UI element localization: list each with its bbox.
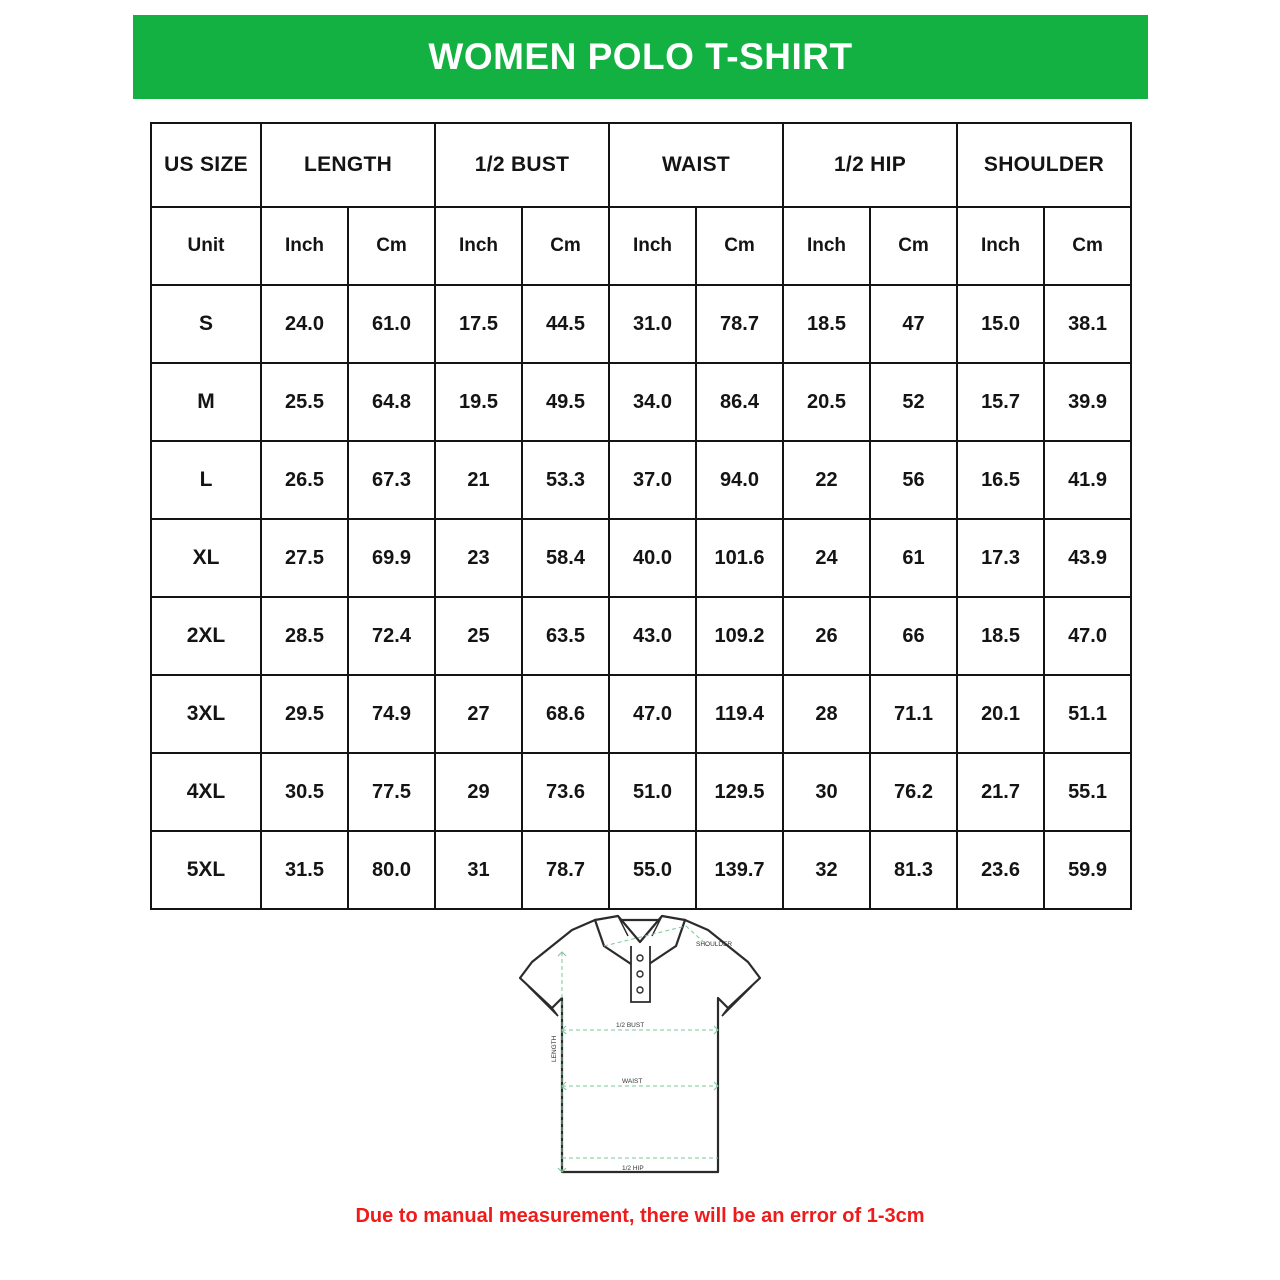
table-cell: 52 [870, 363, 957, 441]
unit-cell: Inch [609, 207, 696, 285]
table-cell: 55.1 [1044, 753, 1131, 831]
table-cell: 74.9 [348, 675, 435, 753]
row-size-label: L [151, 441, 261, 519]
table-cell: 28.5 [261, 597, 348, 675]
table-cell: 71.1 [870, 675, 957, 753]
unit-label: Unit [151, 207, 261, 285]
button-icon [637, 987, 643, 993]
table-cell: 72.4 [348, 597, 435, 675]
table-cell: 56 [870, 441, 957, 519]
table-cell: 29.5 [261, 675, 348, 753]
table-cell: 16.5 [957, 441, 1044, 519]
table-cell: 94.0 [696, 441, 783, 519]
label-waist: WAIST [622, 1078, 643, 1085]
table-unit-row [151, 207, 1131, 285]
table-cell: 44.5 [522, 285, 609, 363]
table-cell: 139.7 [696, 831, 783, 909]
table-cell: 20.5 [783, 363, 870, 441]
table-cell: 81.3 [870, 831, 957, 909]
table-cell: 47.0 [1044, 597, 1131, 675]
table-cell: 66 [870, 597, 957, 675]
table-cell: 26 [783, 597, 870, 675]
table-cell: 80.0 [348, 831, 435, 909]
table-row [151, 753, 1131, 831]
table-cell: 34.0 [609, 363, 696, 441]
table-cell: 30.5 [261, 753, 348, 831]
unit-cell: Cm [348, 207, 435, 285]
table-cell: 76.2 [870, 753, 957, 831]
column-group-waist: WAIST [609, 123, 783, 207]
row-size-label: 4XL [151, 753, 261, 831]
table-cell: 61 [870, 519, 957, 597]
table-cell: 129.5 [696, 753, 783, 831]
button-icon [637, 955, 643, 961]
table-cell: 25.5 [261, 363, 348, 441]
unit-cell: Cm [870, 207, 957, 285]
button-icon [637, 971, 643, 977]
table-cell: 24 [783, 519, 870, 597]
polo-shirt-diagram [500, 890, 780, 1195]
table-cell: 63.5 [522, 597, 609, 675]
table-row [151, 597, 1131, 675]
table-cell: 37.0 [609, 441, 696, 519]
table-cell: 47.0 [609, 675, 696, 753]
table-cell: 119.4 [696, 675, 783, 753]
table-row [151, 285, 1131, 363]
column-header-us-size: US SIZE [151, 123, 261, 207]
column-group-length: LENGTH [261, 123, 435, 207]
table-cell: 59.9 [1044, 831, 1131, 909]
table-cell: 29 [435, 753, 522, 831]
measurement-disclaimer: Due to manual measurement, there will be an error of 1-3cm [355, 1205, 925, 1227]
table-cell: 20.1 [957, 675, 1044, 753]
row-size-label: 5XL [151, 831, 261, 909]
table-cell: 43.9 [1044, 519, 1131, 597]
table-cell: 23 [435, 519, 522, 597]
table-cell: 27 [435, 675, 522, 753]
table-cell: 51.1 [1044, 675, 1131, 753]
table-cell: 17.5 [435, 285, 522, 363]
column-group-shoulder: SHOULDER [957, 123, 1131, 207]
column-group-half-bust: 1/2 BUST [435, 123, 609, 207]
unit-cell: Inch [261, 207, 348, 285]
table-cell: 32 [783, 831, 870, 909]
table-cell: 27.5 [261, 519, 348, 597]
table-cell: 23.6 [957, 831, 1044, 909]
table-cell: 109.2 [696, 597, 783, 675]
table-cell: 24.0 [261, 285, 348, 363]
table-cell: 78.7 [522, 831, 609, 909]
header-banner [133, 15, 1148, 99]
table-group-header-row [151, 123, 1131, 207]
page-title: WOMEN POLO T-SHIRT [428, 36, 853, 77]
table-cell: 18.5 [783, 285, 870, 363]
table-cell: 64.8 [348, 363, 435, 441]
row-size-label: 3XL [151, 675, 261, 753]
table-row [151, 519, 1131, 597]
table-cell: 22 [783, 441, 870, 519]
table-cell: 61.0 [348, 285, 435, 363]
row-size-label: 2XL [151, 597, 261, 675]
table-cell: 31.5 [261, 831, 348, 909]
table-cell: 17.3 [957, 519, 1044, 597]
table-cell: 43.0 [609, 597, 696, 675]
table-row [151, 363, 1131, 441]
table-cell: 26.5 [261, 441, 348, 519]
table-cell: 78.7 [696, 285, 783, 363]
unit-cell: Inch [435, 207, 522, 285]
table-cell: 58.4 [522, 519, 609, 597]
unit-cell: Inch [783, 207, 870, 285]
table-cell: 55.0 [609, 831, 696, 909]
table-cell: 21 [435, 441, 522, 519]
table-cell: 21.7 [957, 753, 1044, 831]
size-table [150, 122, 1132, 910]
unit-cell: Inch [957, 207, 1044, 285]
label-length: LENGTH [551, 1035, 558, 1062]
table-cell: 25 [435, 597, 522, 675]
table-cell: 15.7 [957, 363, 1044, 441]
table-cell: 19.5 [435, 363, 522, 441]
table-cell: 69.9 [348, 519, 435, 597]
column-group-half-hip: 1/2 HIP [783, 123, 957, 207]
label-half-hip: 1/2 HIP [622, 1165, 644, 1172]
table-cell: 77.5 [348, 753, 435, 831]
row-size-label: XL [151, 519, 261, 597]
table-row [151, 441, 1131, 519]
table-cell: 31 [435, 831, 522, 909]
table-cell: 15.0 [957, 285, 1044, 363]
table-cell: 28 [783, 675, 870, 753]
table-cell: 38.1 [1044, 285, 1131, 363]
table-cell: 51.0 [609, 753, 696, 831]
table-cell: 31.0 [609, 285, 696, 363]
table-cell: 30 [783, 753, 870, 831]
table-cell: 49.5 [522, 363, 609, 441]
label-half-bust: 1/2 BUST [616, 1022, 645, 1029]
unit-cell: Cm [1044, 207, 1131, 285]
unit-cell: Cm [696, 207, 783, 285]
table-cell: 101.6 [696, 519, 783, 597]
table-cell: 41.9 [1044, 441, 1131, 519]
table-row [151, 675, 1131, 753]
table-cell: 73.6 [522, 753, 609, 831]
row-size-label: S [151, 285, 261, 363]
table-cell: 86.4 [696, 363, 783, 441]
table-cell: 68.6 [522, 675, 609, 753]
table-cell: 67.3 [348, 441, 435, 519]
table-cell: 53.3 [522, 441, 609, 519]
table-cell: 40.0 [609, 519, 696, 597]
table-cell: 39.9 [1044, 363, 1131, 441]
table-cell: 18.5 [957, 597, 1044, 675]
row-size-label: M [151, 363, 261, 441]
size-table-container [150, 122, 1130, 910]
label-shoulder: SHOULDER [696, 941, 733, 948]
unit-cell: Cm [522, 207, 609, 285]
table-cell: 47 [870, 285, 957, 363]
